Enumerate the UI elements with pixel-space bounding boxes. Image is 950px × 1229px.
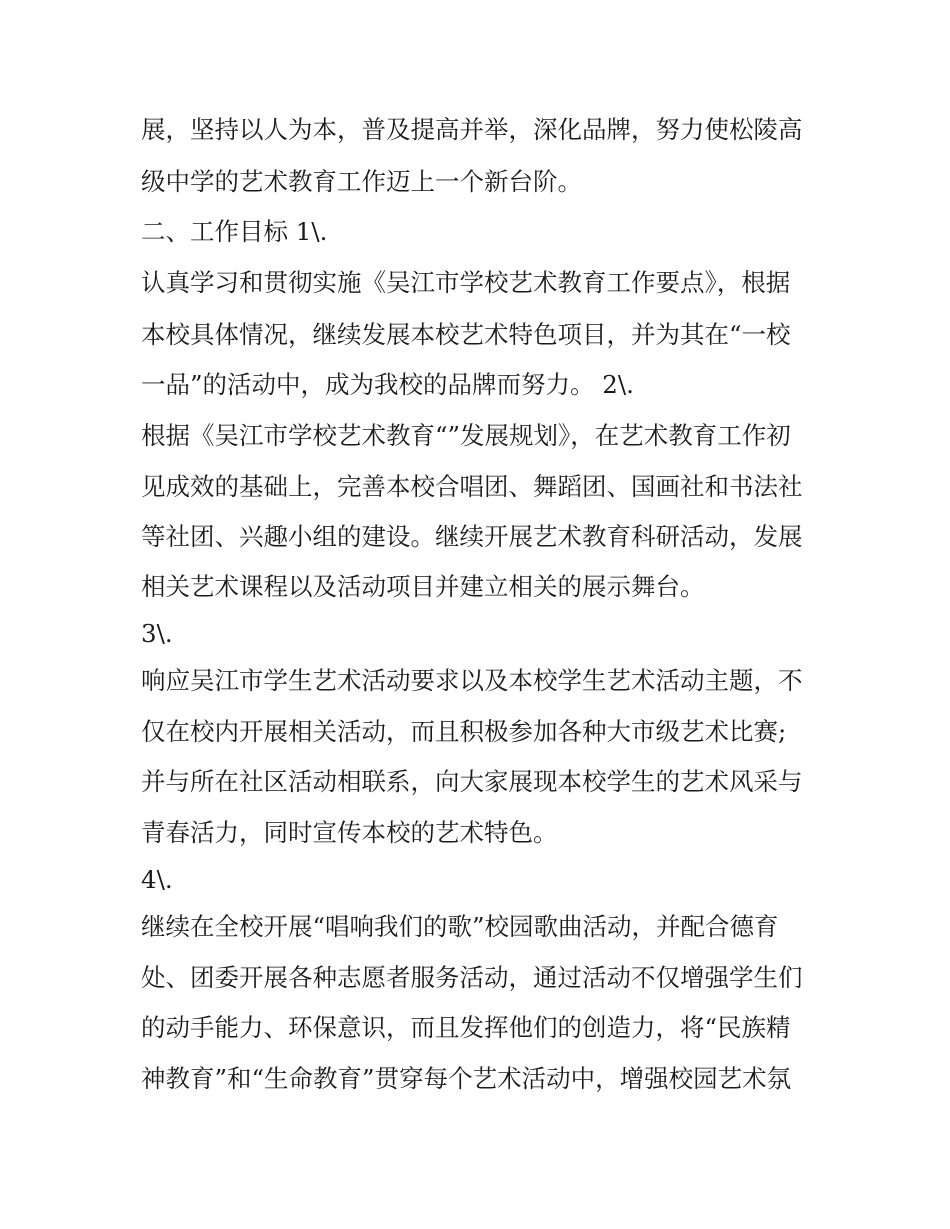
text-line: 青春活力，同时宣传本校的艺术特色。 — [141, 818, 558, 847]
text-line: 级中学的艺术教育工作迈上一个新台阶。 — [141, 167, 582, 196]
text-line: 本校具体情况，继续发展本校艺术特色项目，并为其在“一校 — [141, 320, 791, 349]
text-line: 展，坚持以人为本，普及提高并举，深化品牌，努力使松陵高 — [141, 115, 803, 144]
text-line: 根据《吴江市学校艺术教育“”发展规划》，在艺术教育工作初 — [141, 421, 791, 450]
text-line: 继续在全校开展“唱响我们的歌”校园歌曲活动，并配合德育 — [141, 912, 779, 941]
text-line: 响应吴江市学生艺术活动要求以及本校学生艺术活动主题，不 — [141, 666, 803, 695]
list-number: 4\. — [141, 865, 173, 894]
text-line: 见成效的基础上，完善本校合唱团、舞蹈团、国画社和书法社 — [141, 472, 803, 501]
text-line: 仅在校内开展相关活动，而且积极参加各种大市级艺术比赛; — [141, 717, 787, 746]
text-line: 认真学习和贯彻实施《吴江市学校艺术教育工作要点》，根据 — [141, 268, 791, 297]
section-heading: 二、工作目标 1\. — [141, 217, 328, 246]
text-line: 一品”的活动中，成为我校的品牌而努力。 2\. — [141, 370, 634, 399]
text-line: 的动手能力、环保意识，而且发挥他们的创造力，将“民族精 — [141, 1013, 791, 1042]
text-line: 等社团、兴趣小组的建设。继续开展艺术教育科研活动，发展 — [141, 522, 803, 551]
text-line: 相关艺术课程以及活动项目并建立相关的展示舞台。 — [141, 572, 705, 601]
text-line: 并与所在社区活动相联系，向大家展现本校学生的艺术风采与 — [141, 767, 803, 796]
text-line: 神教育”和“生命教育”贯穿每个艺术活动中，增强校园艺术氛 — [141, 1064, 792, 1093]
text-line: 处、团委开展各种志愿者服务活动，通过活动不仅增强学生们 — [141, 963, 803, 992]
list-number: 3\. — [141, 619, 173, 648]
